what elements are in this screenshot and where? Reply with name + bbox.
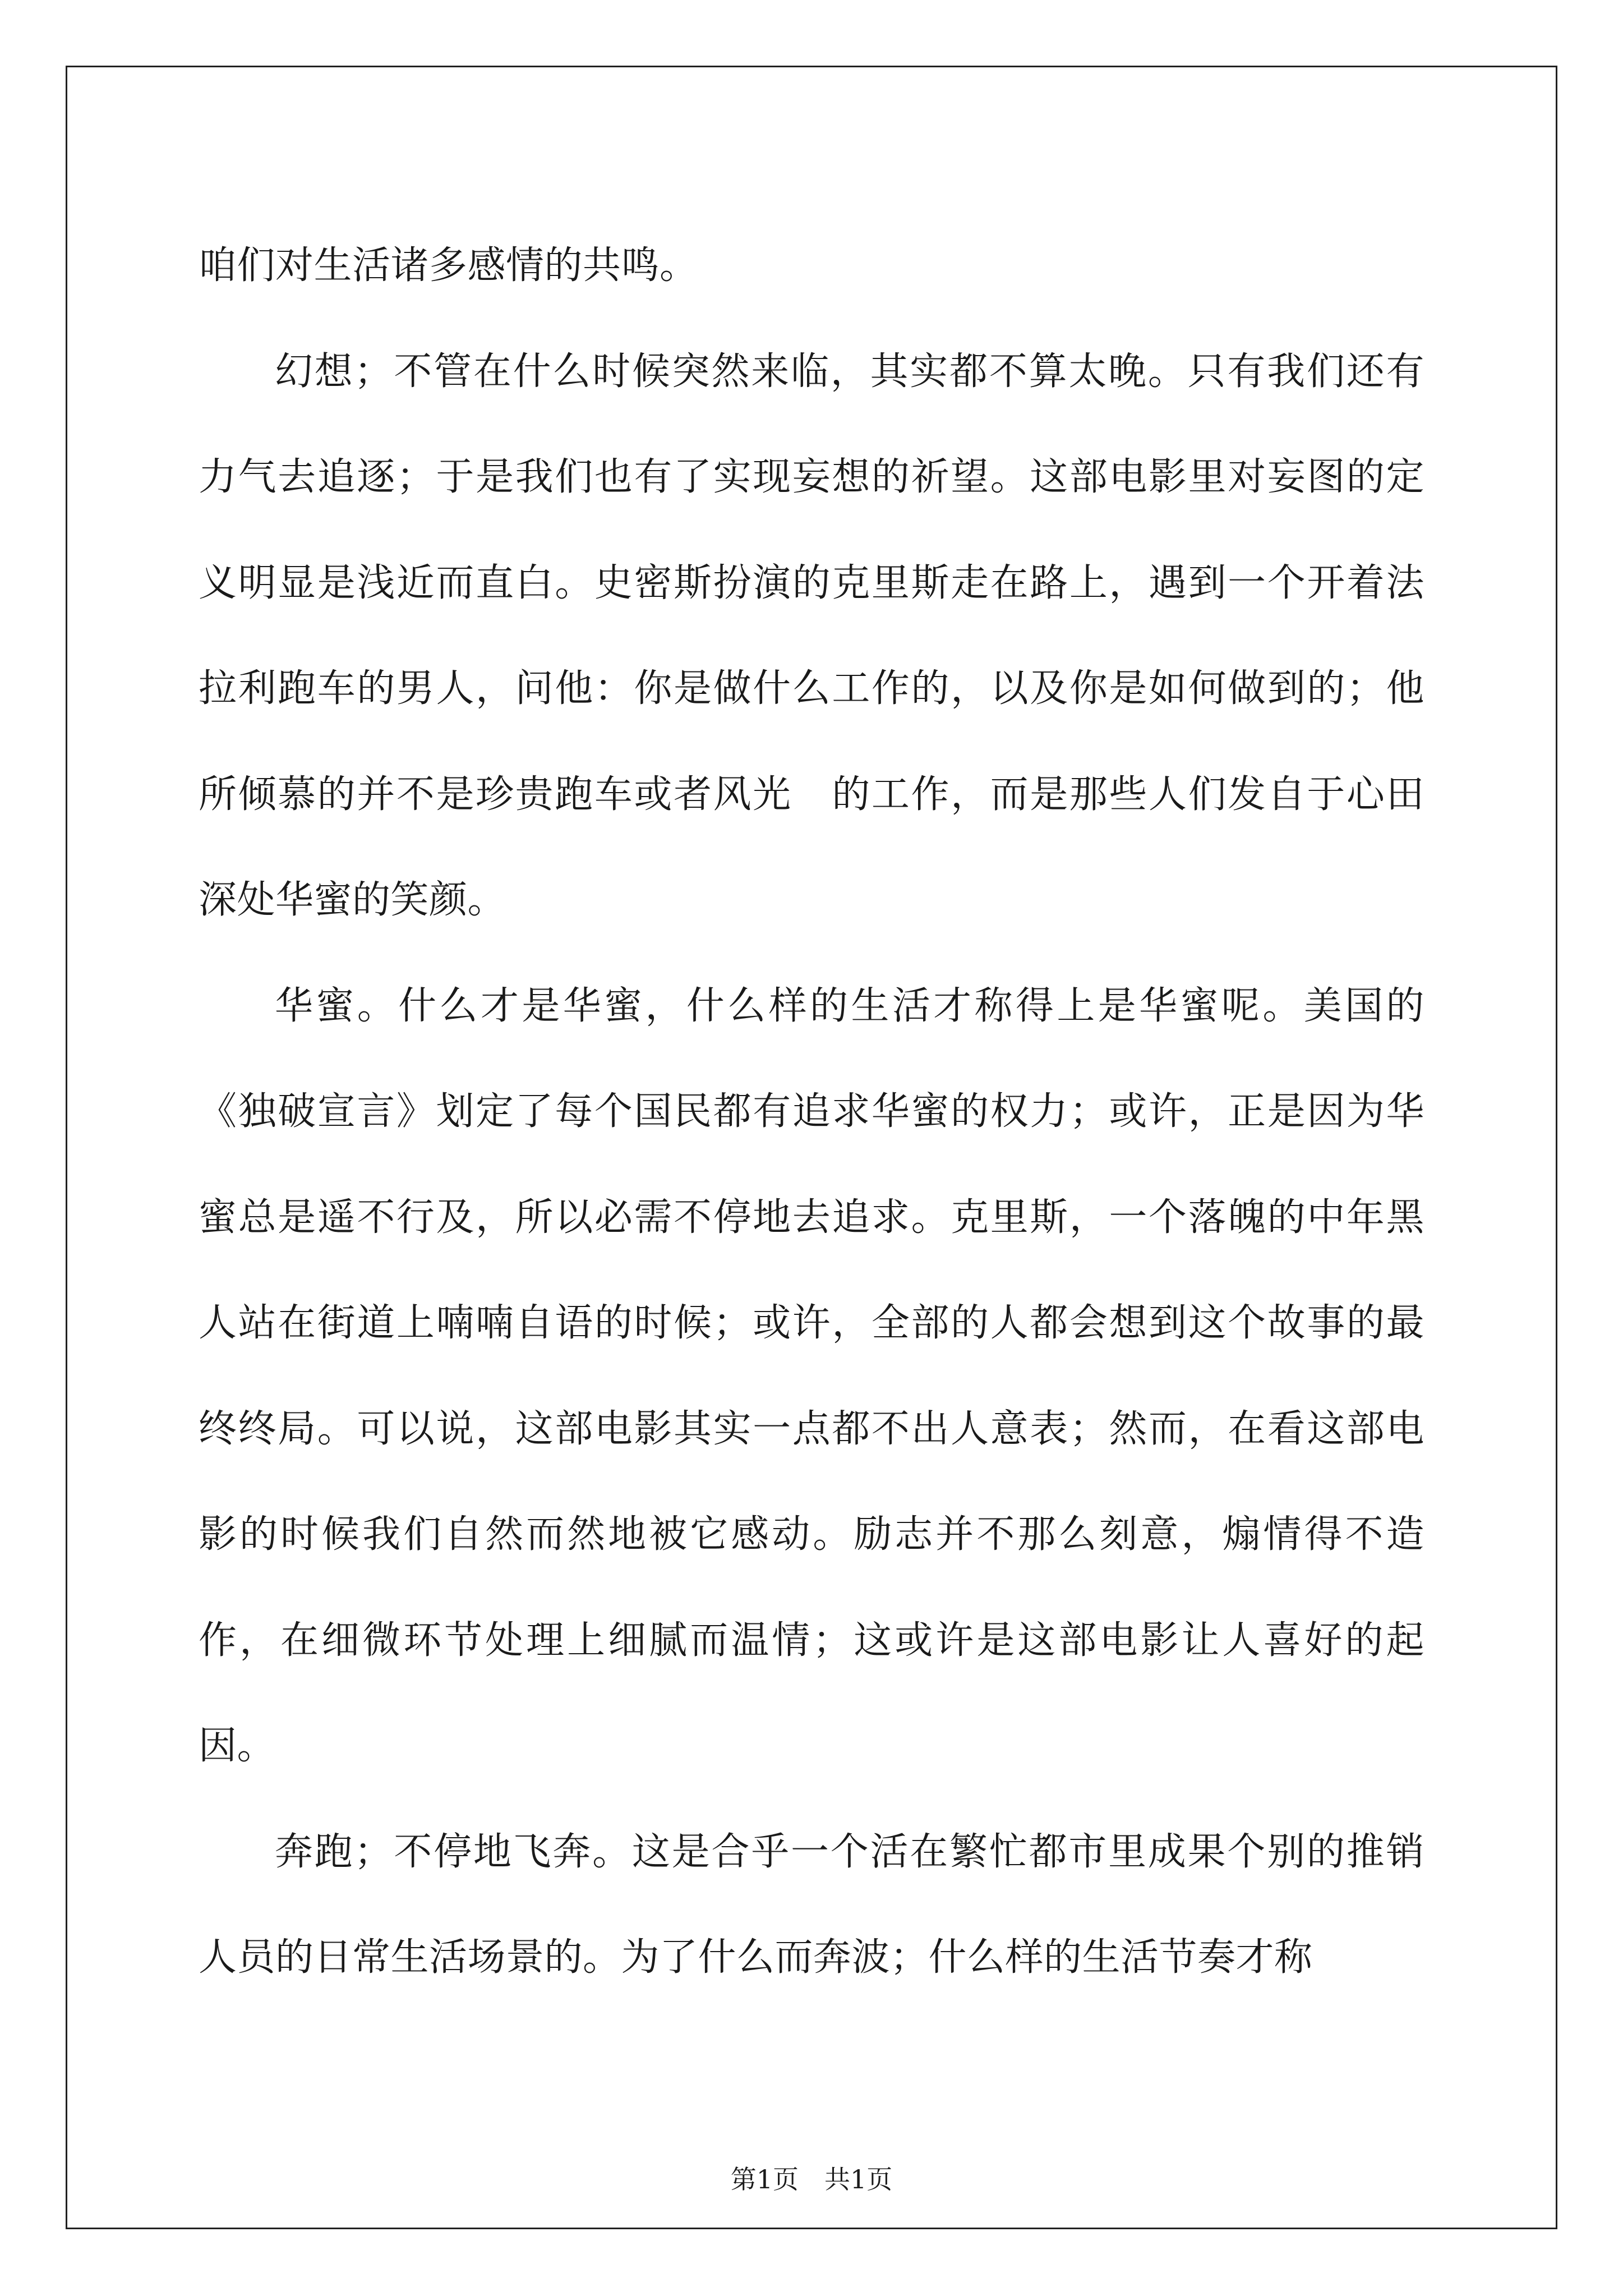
document-body [199,213,1424,2011]
paragraph: 幻想；不管在什么时候突然来临，其实都不算太晚。只有我们还有力气去追逐；于是我们也有了实现妄想的祈望。这部电影里对妄图的定义明显是浅近而直白。史密斯扮演的克里斯走在路上，遇到一个开着法拉利跑车的男人，问他：你是做什么工作的，以及你是如何做到的；他所倾慕的并不是珍贵跑车或者风光 的工作，而是那些人们发自于心田深处华蜜的笑颜。 [199,349,1424,922]
paragraph: 咱们对生活诸多感情的共鸣。 [199,243,698,288]
page-footer [0,2162,1623,2196]
page-number: 第1页 [730,2164,799,2194]
paragraph: 华蜜。什么才是华蜜，什么样的生活才称得上是华蜜呢。美国的《独破宣言》划定了每个国民都有追求华蜜的权力；或许，正是因为华蜜总是遥不行及，所以必需不停地去追求。克里斯，一个落魄的中年黑人站在街道上喃喃自语的时候；或许，全部的人都会想到这个故事的最终终局。可以说，这部电影其实一点都不出人意表；然而，在看这部电影的时候我们自然而然地被它感动。励志并不那么刻意，煽情得不造作，在细微环节处理上细腻而温情；这或许是这部电影让人喜好的起因。 [199,983,1424,1768]
paragraph: 奔跑；不停地飞奔。这是合乎一个活在繁忙都市里成果个别的推销人员的日常生活场景的。为了什么而奔波；什么样的生活节奏才称 [199,1829,1424,1980]
page-total: 共1页 [824,2164,893,2194]
